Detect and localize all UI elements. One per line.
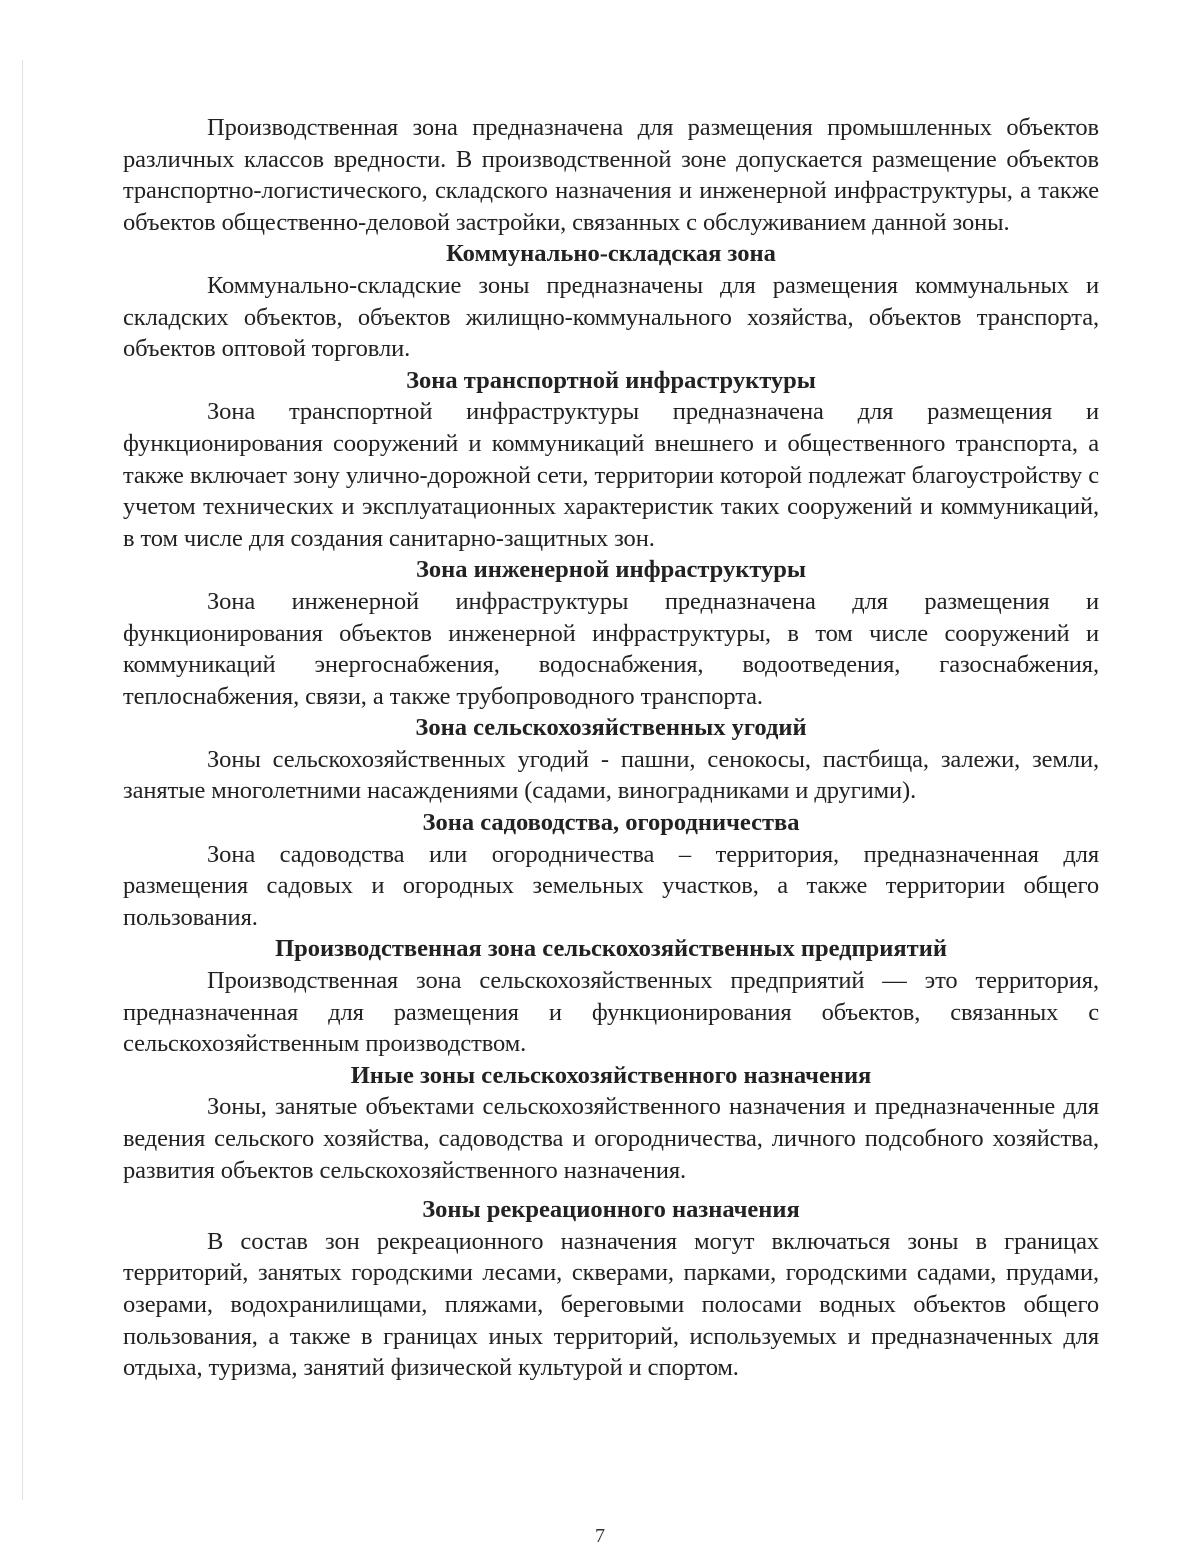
section-text-other-agri: Зоны, занятые объектами сельскохозяйственного назначения и предназначенные для ведения сельского хозяйства, садоводства и огородничества, личного подсобного хозяйства, развития объектов сельскохозяйственного назначения. [123,1093,1099,1184]
section-text-engineering: Зона инженерной инфраструктуры предназначена для размещения и функционирования объектов инженерной инфраструктуры, в том числе сооружений и коммуникаций энергоснабжения, водоснабжения, водоотведения, газоснабжения, теплоснабжения, связи, а также трубопроводного транспорта. [123,587,1099,710]
section-heading-agri-enterprises: Производственная зона сельскохозяйственных предприятий [275,935,947,963]
section-text-recreation: В состав зон рекреационного назначения могут включаться зоны в границах территорий, занятых городскими лесами, скверами, парками, городскими садами, прудами, озерами, водохранилищами, пляжами, береговыми полосами водных объектов общего пользования, а также в границах иных территорий, используемых и предназначенных для отдыха, туризма, занятий физической культурой и спортом. [123,1227,1099,1382]
section-heading-other-agri: Иные зоны сельскохозяйственного назначения [350,1061,872,1089]
section-heading-gardening: Зона садоводства, огородничества [422,809,800,837]
document-page [123,112,1099,1384]
section-heading-engineering: Зона инженерной инфраструктуры [415,556,807,584]
scan-edge-line [22,60,23,1500]
section-heading-recreation: Зоны рекреационного назначения [422,1196,800,1224]
section-heading-communal-storage: Коммунально-складская зона [446,240,776,268]
section-text-communal-storage: Коммунально-складские зоны предназначены для размещения коммунальных и складских объектов, объектов жилищно-коммунального хозяйства, объектов транспорта, объектов оптовой торговли. [123,271,1099,363]
section-text-agri-enterprises: Производственная зона сельскохозяйственных предприятий — это территория, предназначенная для размещения и функционирования объектов, связанных с сельскохозяйственным производством. [123,967,1099,1058]
section-text-agricultural-lands: Зоны сельскохозяйственных угодий - пашни, сенокосы, пастбища, залежи, земли, занятые многолетними насаждениями (садами, виноградниками и другими). [123,745,1099,805]
section-heading-transport: Зона транспортной инфраструктуры [406,366,816,394]
intro-paragraph: Производственная зона предназначена для размещения промышленных объектов различных классов вредности. В производственной зоне допускается размещение объектов транспортно-логистического, складского назначения и инженерной инфраструктуры, а также объектов общественно-деловой застройки, связанных с обслуживанием данной зоны. [123,114,1099,236]
section-text-gardening: Зона садоводства или огородничества – территория, предназначенная для размещения садовых и огородных земельных участков, а также территории общего пользования. [123,840,1099,931]
page-number: 7 [595,1525,605,1547]
section-heading-agricultural-lands: Зона сельскохозяйственных угодий [415,714,807,742]
section-text-transport: Зона транспортной инфраструктуры предназначена для размещения и функционирования сооружений и коммуникаций внешнего и общественного транспорта, а также включает зону улично-дорожной сети, территории которой подлежат благоустройству с учетом технических и эксплуатационных характеристик таких сооружений и коммуникаций, в том числе для создания санитарно-защитных зон. [123,398,1099,552]
